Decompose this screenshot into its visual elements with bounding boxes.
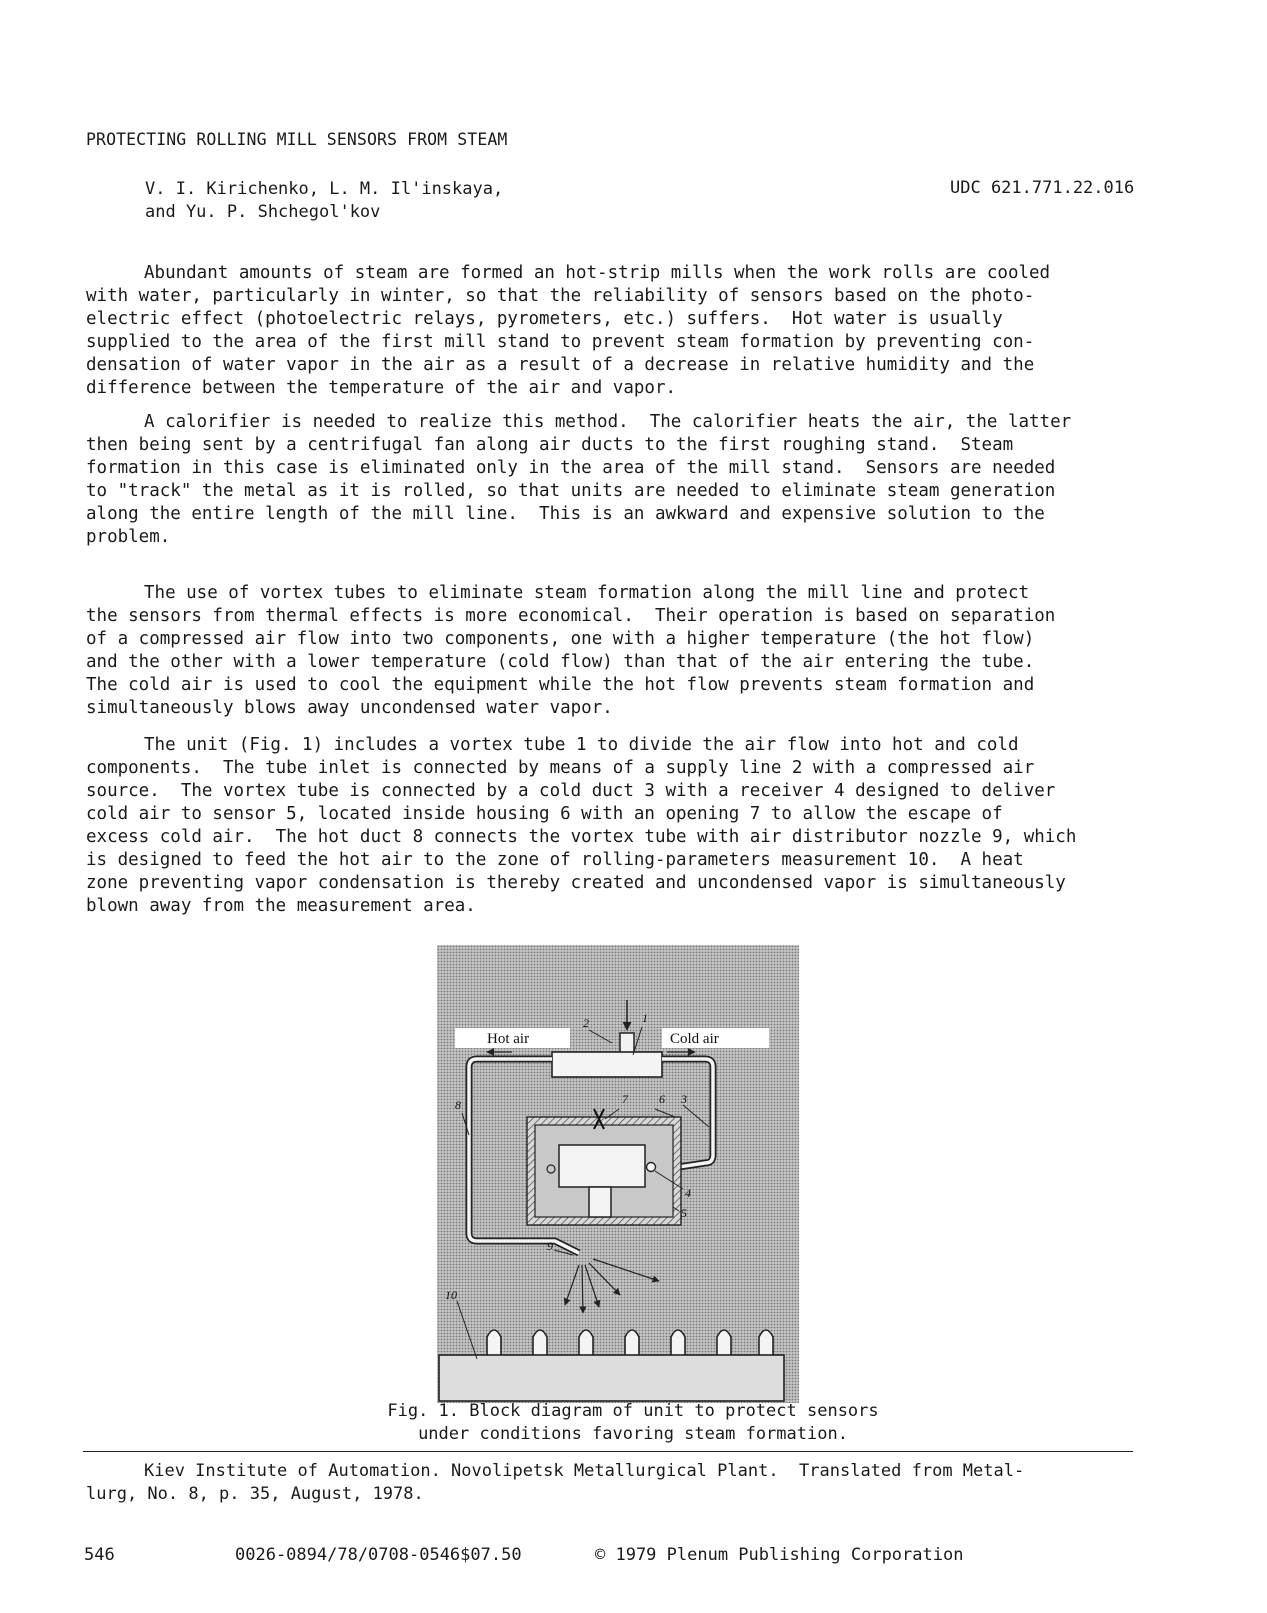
receiver [647,1163,656,1172]
roll [759,1330,773,1355]
paragraph-text: The unit (Fig. 1) includes a vortex tube 1 to divide the air flow into hot and cold components. The tube inlet is connected by means of a supply line 2 with a compressed air source. The vortex tube is connected by a cold duct 3 with a receiver 4 designed to deliver cold air to sensor 5, located inside housing 6 with an opening 7 to allow the escape of excess cold air. The hot duct 8 connects the vortex tube with air distributor nozzle 9, which is designed to feed the hot air to the zone of rolling-parameters measurement 10. A heat zone preventing vapor condensation is thereby created and uncondensed vapor is simultaneously blown away from the measurement area. [86,735,1077,916]
author-list [145,178,503,224]
caption-line-2: under conditions favoring steam formation. [418,1424,848,1444]
page-number: 546 [84,1545,115,1565]
label-4: 4 [685,1186,691,1200]
copyright: © 1979 Plenum Publishing Corporation [595,1545,964,1565]
label-8: 8 [455,1098,461,1112]
author-line-1: V. I. Kirichenko, L. M. Il'inskaya, [145,179,504,199]
figure-1 [437,945,799,1403]
label-7: 7 [622,1092,628,1106]
article-title: PROTECTING ROLLING MILL SENSORS FROM STEAM [86,130,508,149]
paragraph-4 [86,734,1196,918]
paragraph-2 [86,411,1196,549]
label-1: 1 [642,1011,648,1025]
roll [579,1330,593,1355]
cold-air-label: Cold air [670,1031,719,1047]
label-10: 10 [445,1288,457,1302]
roll [487,1330,501,1355]
supply-line [620,1033,634,1053]
udc-code: UDC 621.771.22.016 [950,178,1135,198]
paragraph-3 [86,582,1196,720]
sensor [559,1145,645,1187]
label-3: 3 [681,1092,687,1106]
paragraph-text: Abundant amounts of steam are formed an hot-strip mills when the work rolls are cooled with water, particularly in winter, so that the reliability of sensors based on the photo- electric effect (photoelectric relays, pyrometers, etc.) suffers. Hot water is usually supplied to the area of the first mill stand to prevent steam formation by preventing con- densation of water vapor in the air as a result of a decrease in relative humidity and the difference between the temperature of the air and vapor. [86,263,1051,398]
block-diagram [437,945,799,1403]
roll [671,1330,685,1355]
footnote-divider [83,1451,1133,1452]
label-9: 9 [547,1239,553,1253]
article-code: 0026-0894/78/0708-0546$07.50 [235,1545,522,1565]
label-2: 2 [583,1016,589,1030]
roll [717,1330,731,1355]
paragraph-text: A calorifier is needed to realize this method. The calorifier heats the air, the latter then being sent by a centrifugal fan along air ducts to the first roughing stand. Steam formation in this case is eliminated only in the area of the mill stand. Sensors are needed to "track" the metal as it is rolled, so that units are needed to eliminate steam generation along the entire length of the mill line. This is an awkward and expensive solution to the problem. [86,412,1072,547]
paragraph-text: The use of vortex tubes to eliminate steam formation along the mill line and protect the sensors from thermal effects is more economical. Their operation is based on separation of a compressed air flow into two components, one with a higher temperature (the hot flow) and the other with a lower temperature (cold flow) than that of the air entering the tube. The cold air is used to cool the equipment while the hot flow prevents steam formation and simultaneously blows away uncondensed water vapor. [86,583,1056,718]
paragraph-1 [86,262,1196,400]
sensor-lens [589,1187,611,1217]
label-5: 5 [681,1206,687,1220]
affiliation-text: Kiev Institute of Automation. Novolipetsk Metallurgical Plant. Translated from Metal- lurg, No. 8, p. 35, August, 1978. [86,1461,1025,1504]
caption-line-1: Fig. 1. Block diagram of unit to protect sensors [387,1401,879,1421]
roll [533,1330,547,1355]
author-line-2: and Yu. P. Shchegol'kov [145,202,381,222]
affiliation-footnote [86,1460,1196,1506]
vortex-tube [552,1052,662,1077]
label-6: 6 [659,1092,665,1106]
figure-caption [300,1400,966,1446]
metal-strip [439,1355,784,1401]
roll [625,1330,639,1355]
hot-air-label: Hot air [487,1031,530,1047]
